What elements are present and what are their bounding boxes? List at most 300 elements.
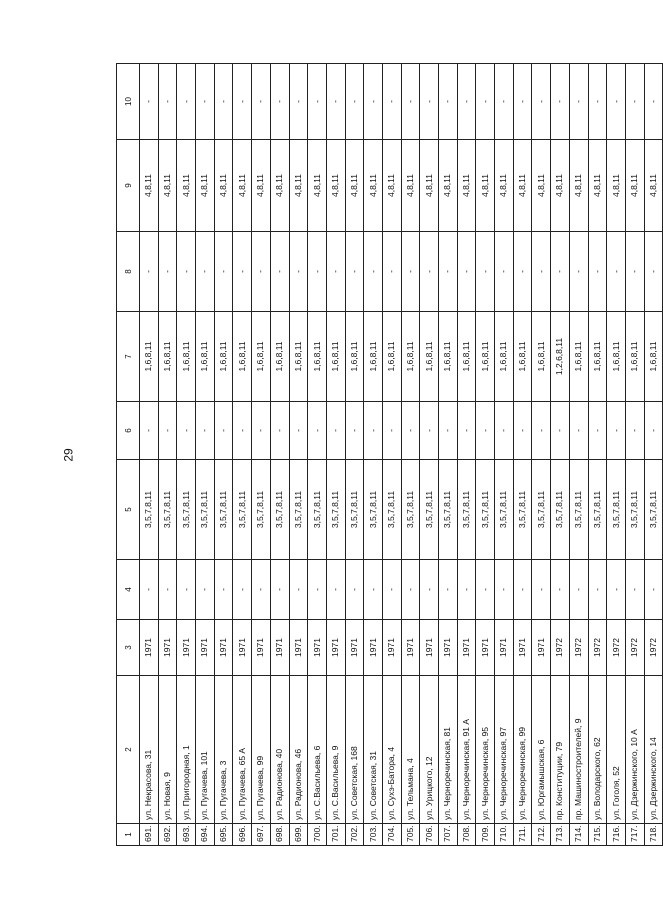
- cell-col-10: -: [158, 64, 177, 140]
- column-header-8: 8: [117, 232, 140, 312]
- table-row: [476, 64, 495, 846]
- cell-col-6: -: [457, 402, 476, 460]
- cell-col-5: 3,5,7,8,11: [382, 460, 401, 560]
- cell-address: ул. Тельмана, 4: [401, 676, 420, 824]
- cell-year: 1971: [345, 620, 364, 676]
- cell-col-5: 3,5,7,8,11: [158, 460, 177, 560]
- column-header-3: 3: [117, 620, 140, 676]
- cell-col-5: 3,5,7,8,11: [289, 460, 308, 560]
- cell-col-5: 3,5,7,8,11: [214, 460, 233, 560]
- cell-col-6: -: [289, 402, 308, 460]
- cell-col-8: -: [551, 232, 570, 312]
- cell-row-number: 702.: [345, 824, 364, 846]
- cell-col-9: 4,8,11: [177, 140, 196, 232]
- cell-row-number: 710.: [495, 824, 514, 846]
- cell-col-4: -: [532, 560, 551, 620]
- column-header-7: 7: [117, 312, 140, 402]
- table-row: [158, 64, 177, 846]
- cell-col-5: 3,5,7,8,11: [588, 460, 607, 560]
- cell-year: 1971: [513, 620, 532, 676]
- cell-year: 1971: [439, 620, 458, 676]
- cell-col-6: -: [495, 402, 514, 460]
- cell-address: ул. Пугачева, 101: [196, 676, 215, 824]
- cell-col-9: 4,8,11: [196, 140, 215, 232]
- cell-col-8: -: [420, 232, 439, 312]
- cell-address: ул. Володарского, 62: [588, 676, 607, 824]
- cell-row-number: 707.: [439, 824, 458, 846]
- column-header-10: 10: [117, 64, 140, 140]
- cell-year: 1971: [495, 620, 514, 676]
- cell-row-number: 706.: [420, 824, 439, 846]
- cell-col-7: 1,6,8,11: [196, 312, 215, 402]
- cell-year: 1971: [270, 620, 289, 676]
- cell-col-8: -: [495, 232, 514, 312]
- cell-col-5: 3,5,7,8,11: [644, 460, 663, 560]
- page-number: 29: [61, 448, 76, 462]
- cell-col-9: 4,8,11: [625, 140, 644, 232]
- cell-col-9: 4,8,11: [308, 140, 327, 232]
- cell-col-9: 4,8,11: [420, 140, 439, 232]
- table-row: [532, 64, 551, 846]
- cell-address: ул. Пугачева, 65 А: [233, 676, 252, 824]
- column-header-4: 4: [117, 560, 140, 620]
- cell-address: ул. Черноречинская, 91 А: [457, 676, 476, 824]
- cell-col-7: 1,6,8,11: [644, 312, 663, 402]
- cell-col-4: -: [252, 560, 271, 620]
- cell-col-8: -: [401, 232, 420, 312]
- cell-col-4: -: [326, 560, 345, 620]
- cell-col-4: -: [289, 560, 308, 620]
- cell-col-8: -: [345, 232, 364, 312]
- cell-col-9: 4,8,11: [495, 140, 514, 232]
- cell-col-5: 3,5,7,8,11: [326, 460, 345, 560]
- cell-year: 1971: [457, 620, 476, 676]
- table-row: [495, 64, 514, 846]
- cell-year: 1971: [364, 620, 383, 676]
- cell-col-10: -: [495, 64, 514, 140]
- cell-col-5: 3,5,7,8,11: [439, 460, 458, 560]
- cell-col-8: -: [214, 232, 233, 312]
- table-header-row: [117, 64, 140, 846]
- cell-address: ул. Черноречинская, 97: [495, 676, 514, 824]
- cell-col-4: -: [364, 560, 383, 620]
- cell-col-7: 1,6,8,11: [532, 312, 551, 402]
- cell-col-8: -: [158, 232, 177, 312]
- cell-address: ул. Гоголя, 52: [607, 676, 626, 824]
- cell-col-9: 4,8,11: [476, 140, 495, 232]
- cell-col-7: 1,6,8,11: [177, 312, 196, 402]
- cell-col-9: 4,8,11: [214, 140, 233, 232]
- cell-col-7: 1,6,8,11: [457, 312, 476, 402]
- cell-address: ул. Советская, 168: [345, 676, 364, 824]
- cell-address: ул. Сухэ-Батора, 4: [382, 676, 401, 824]
- cell-row-number: 716.: [607, 824, 626, 846]
- cell-col-10: -: [214, 64, 233, 140]
- cell-row-number: 697.: [252, 824, 271, 846]
- cell-col-8: -: [196, 232, 215, 312]
- table-row: [326, 64, 345, 846]
- column-header-9: 9: [117, 140, 140, 232]
- cell-col-5: 3,5,7,8,11: [607, 460, 626, 560]
- table-row: [457, 64, 476, 846]
- cell-col-10: -: [588, 64, 607, 140]
- cell-col-9: 4,8,11: [270, 140, 289, 232]
- cell-col-10: -: [270, 64, 289, 140]
- table-row: [607, 64, 626, 846]
- cell-col-6: -: [270, 402, 289, 460]
- cell-col-5: 3,5,7,8,11: [625, 460, 644, 560]
- cell-col-4: -: [196, 560, 215, 620]
- cell-col-5: 3,5,7,8,11: [177, 460, 196, 560]
- cell-col-9: 4,8,11: [382, 140, 401, 232]
- cell-col-10: -: [382, 64, 401, 140]
- cell-address: ул. Черноречинская, 99: [513, 676, 532, 824]
- cell-col-7: 1,6,8,11: [214, 312, 233, 402]
- cell-col-9: 4,8,11: [289, 140, 308, 232]
- cell-col-8: -: [513, 232, 532, 312]
- cell-col-8: -: [457, 232, 476, 312]
- cell-col-4: -: [177, 560, 196, 620]
- table-container: [116, 64, 658, 846]
- cell-row-number: 703.: [364, 824, 383, 846]
- cell-col-5: 3,5,7,8,11: [495, 460, 514, 560]
- cell-col-4: -: [495, 560, 514, 620]
- cell-col-8: -: [364, 232, 383, 312]
- cell-col-5: 3,5,7,8,11: [532, 460, 551, 560]
- cell-address: ул. Советская, 31: [364, 676, 383, 824]
- cell-row-number: 691.: [140, 824, 159, 846]
- cell-year: 1971: [532, 620, 551, 676]
- cell-col-7: 1,6,8,11: [420, 312, 439, 402]
- cell-col-7: 1,6,8,11: [495, 312, 514, 402]
- cell-col-4: -: [625, 560, 644, 620]
- cell-col-10: -: [308, 64, 327, 140]
- cell-col-9: 4,8,11: [140, 140, 159, 232]
- cell-address: ул. Урицкого, 12: [420, 676, 439, 824]
- cell-col-7: 1,6,8,11: [289, 312, 308, 402]
- cell-col-5: 3,5,7,8,11: [345, 460, 364, 560]
- cell-col-4: -: [308, 560, 327, 620]
- cell-col-7: 1,6,8,11: [439, 312, 458, 402]
- cell-year: 1972: [625, 620, 644, 676]
- cell-year: 1971: [308, 620, 327, 676]
- cell-col-4: -: [214, 560, 233, 620]
- cell-col-7: 1,6,8,11: [158, 312, 177, 402]
- cell-year: 1971: [252, 620, 271, 676]
- cell-year: 1971: [382, 620, 401, 676]
- table-row: [233, 64, 252, 846]
- cell-col-6: -: [140, 402, 159, 460]
- cell-address: ул. Пугачева, 3: [214, 676, 233, 824]
- cell-col-4: -: [569, 560, 588, 620]
- cell-year: 1971: [140, 620, 159, 676]
- cell-col-9: 4,8,11: [457, 140, 476, 232]
- cell-col-5: 3,5,7,8,11: [513, 460, 532, 560]
- cell-col-5: 3,5,7,8,11: [476, 460, 495, 560]
- cell-col-6: -: [513, 402, 532, 460]
- cell-col-8: -: [476, 232, 495, 312]
- cell-col-8: -: [308, 232, 327, 312]
- table-row: [177, 64, 196, 846]
- cell-col-7: 1,6,8,11: [382, 312, 401, 402]
- cell-col-8: -: [625, 232, 644, 312]
- cell-row-number: 711.: [513, 824, 532, 846]
- cell-address: пр. Машиностроителей, 9: [569, 676, 588, 824]
- cell-row-number: 708.: [457, 824, 476, 846]
- cell-year: 1971: [196, 620, 215, 676]
- cell-col-5: 3,5,7,8,11: [457, 460, 476, 560]
- cell-year: 1971: [214, 620, 233, 676]
- cell-col-8: -: [140, 232, 159, 312]
- cell-address: ул. Дзержинского, 14: [644, 676, 663, 824]
- cell-row-number: 699.: [289, 824, 308, 846]
- cell-col-6: -: [439, 402, 458, 460]
- cell-col-6: -: [644, 402, 663, 460]
- cell-col-10: -: [457, 64, 476, 140]
- cell-col-6: -: [588, 402, 607, 460]
- cell-col-8: -: [607, 232, 626, 312]
- table-row: [569, 64, 588, 846]
- cell-year: 1972: [588, 620, 607, 676]
- cell-year: 1971: [177, 620, 196, 676]
- cell-col-10: -: [607, 64, 626, 140]
- cell-col-6: -: [532, 402, 551, 460]
- cell-col-5: 3,5,7,8,11: [569, 460, 588, 560]
- cell-col-10: -: [625, 64, 644, 140]
- cell-year: 1972: [569, 620, 588, 676]
- housing-table: [116, 63, 663, 846]
- cell-row-number: 694.: [196, 824, 215, 846]
- cell-address: ул. С.Васильева, 6: [308, 676, 327, 824]
- cell-col-6: -: [214, 402, 233, 460]
- cell-col-6: -: [196, 402, 215, 460]
- cell-col-8: -: [252, 232, 271, 312]
- table-row: [270, 64, 289, 846]
- column-header-5: 5: [117, 460, 140, 560]
- cell-col-8: -: [644, 232, 663, 312]
- cell-year: 1971: [158, 620, 177, 676]
- cell-col-10: -: [476, 64, 495, 140]
- cell-col-5: 3,5,7,8,11: [233, 460, 252, 560]
- cell-row-number: 715.: [588, 824, 607, 846]
- cell-col-9: 4,8,11: [644, 140, 663, 232]
- table-row: [140, 64, 159, 846]
- cell-col-9: 4,8,11: [532, 140, 551, 232]
- cell-address: ул. Юргамышская, 6: [532, 676, 551, 824]
- cell-col-4: -: [513, 560, 532, 620]
- cell-col-4: -: [233, 560, 252, 620]
- cell-col-5: 3,5,7,8,11: [252, 460, 271, 560]
- cell-col-7: 1,6,8,11: [607, 312, 626, 402]
- cell-row-number: 700.: [308, 824, 327, 846]
- cell-col-6: -: [252, 402, 271, 460]
- cell-col-6: -: [364, 402, 383, 460]
- cell-col-7: 1,6,8,11: [401, 312, 420, 402]
- cell-address: ул. Радионова, 40: [270, 676, 289, 824]
- cell-col-8: -: [382, 232, 401, 312]
- cell-col-4: -: [382, 560, 401, 620]
- cell-col-4: -: [476, 560, 495, 620]
- cell-year: 1972: [551, 620, 570, 676]
- cell-col-9: 4,8,11: [513, 140, 532, 232]
- cell-row-number: 705.: [401, 824, 420, 846]
- cell-col-10: -: [345, 64, 364, 140]
- cell-address: пр. Конституции, 79: [551, 676, 570, 824]
- cell-year: 1971: [326, 620, 345, 676]
- cell-row-number: 709.: [476, 824, 495, 846]
- cell-col-4: -: [644, 560, 663, 620]
- cell-col-10: -: [140, 64, 159, 140]
- cell-col-4: -: [420, 560, 439, 620]
- table-row: [588, 64, 607, 846]
- cell-col-9: 4,8,11: [569, 140, 588, 232]
- cell-year: 1971: [476, 620, 495, 676]
- cell-col-6: -: [308, 402, 327, 460]
- cell-row-number: 693.: [177, 824, 196, 846]
- cell-col-7: 1,6,8,11: [345, 312, 364, 402]
- cell-col-8: -: [439, 232, 458, 312]
- cell-col-9: 4,8,11: [588, 140, 607, 232]
- cell-col-6: -: [326, 402, 345, 460]
- cell-address: ул. Пригородная, 1: [177, 676, 196, 824]
- cell-col-10: -: [289, 64, 308, 140]
- cell-col-6: -: [382, 402, 401, 460]
- cell-col-9: 4,8,11: [551, 140, 570, 232]
- cell-address: ул. Черноречинская, 81: [439, 676, 458, 824]
- table-row: [551, 64, 570, 846]
- table-row: [644, 64, 663, 846]
- cell-col-5: 3,5,7,8,11: [270, 460, 289, 560]
- column-header-1: 1: [117, 824, 140, 846]
- cell-col-10: -: [551, 64, 570, 140]
- cell-col-10: -: [420, 64, 439, 140]
- cell-col-5: 3,5,7,8,11: [196, 460, 215, 560]
- cell-col-6: -: [401, 402, 420, 460]
- cell-col-4: -: [270, 560, 289, 620]
- cell-col-9: 4,8,11: [439, 140, 458, 232]
- table-row: [252, 64, 271, 846]
- cell-row-number: 717.: [625, 824, 644, 846]
- cell-col-6: -: [551, 402, 570, 460]
- cell-address: ул. Пугачева, 99: [252, 676, 271, 824]
- cell-col-8: -: [289, 232, 308, 312]
- cell-col-6: -: [177, 402, 196, 460]
- cell-row-number: 704.: [382, 824, 401, 846]
- cell-col-9: 4,8,11: [252, 140, 271, 232]
- table-row: [196, 64, 215, 846]
- cell-col-7: 1,2,6,8,11: [551, 312, 570, 402]
- cell-col-7: 1,6,8,11: [476, 312, 495, 402]
- cell-col-7: 1,6,8,11: [233, 312, 252, 402]
- cell-col-7: 1,6,8,11: [140, 312, 159, 402]
- cell-col-5: 3,5,7,8,11: [401, 460, 420, 560]
- cell-col-9: 4,8,11: [401, 140, 420, 232]
- table-row: [214, 64, 233, 846]
- cell-col-10: -: [252, 64, 271, 140]
- cell-address: ул. С.Васильева, 9: [326, 676, 345, 824]
- cell-row-number: 698.: [270, 824, 289, 846]
- cell-col-6: -: [607, 402, 626, 460]
- cell-col-10: -: [326, 64, 345, 140]
- cell-col-7: 1,6,8,11: [364, 312, 383, 402]
- table-row: [401, 64, 420, 846]
- cell-col-6: -: [420, 402, 439, 460]
- cell-col-8: -: [233, 232, 252, 312]
- cell-col-10: -: [532, 64, 551, 140]
- table-row: [513, 64, 532, 846]
- cell-col-7: 1,6,8,11: [513, 312, 532, 402]
- cell-col-4: -: [588, 560, 607, 620]
- cell-col-7: 1,6,8,11: [588, 312, 607, 402]
- column-header-6: 6: [117, 402, 140, 460]
- cell-col-4: -: [551, 560, 570, 620]
- cell-year: 1971: [401, 620, 420, 676]
- cell-col-4: -: [345, 560, 364, 620]
- cell-row-number: 701.: [326, 824, 345, 846]
- cell-col-7: 1,6,8,11: [569, 312, 588, 402]
- cell-address: ул. Некрасова, 31: [140, 676, 159, 824]
- cell-year: 1972: [607, 620, 626, 676]
- table-row: [439, 64, 458, 846]
- table-body: [140, 64, 663, 846]
- cell-col-6: -: [476, 402, 495, 460]
- cell-col-8: -: [588, 232, 607, 312]
- cell-row-number: 695.: [214, 824, 233, 846]
- cell-col-8: -: [326, 232, 345, 312]
- cell-row-number: 696.: [233, 824, 252, 846]
- cell-col-9: 4,8,11: [364, 140, 383, 232]
- cell-col-7: 1,6,8,11: [308, 312, 327, 402]
- table-row: [308, 64, 327, 846]
- table-row: [420, 64, 439, 846]
- cell-row-number: 713.: [551, 824, 570, 846]
- cell-row-number: 692.: [158, 824, 177, 846]
- cell-col-10: -: [196, 64, 215, 140]
- cell-col-4: -: [457, 560, 476, 620]
- cell-year: 1971: [233, 620, 252, 676]
- cell-col-7: 1,6,8,11: [326, 312, 345, 402]
- table-row: [345, 64, 364, 846]
- cell-col-6: -: [569, 402, 588, 460]
- cell-col-10: -: [644, 64, 663, 140]
- cell-col-10: -: [401, 64, 420, 140]
- column-header-2: 2: [117, 676, 140, 824]
- cell-col-10: -: [364, 64, 383, 140]
- cell-col-9: 4,8,11: [233, 140, 252, 232]
- cell-col-5: 3,5,7,8,11: [308, 460, 327, 560]
- cell-col-7: 1,6,8,11: [625, 312, 644, 402]
- table-row: [289, 64, 308, 846]
- cell-col-5: 3,5,7,8,11: [140, 460, 159, 560]
- cell-col-9: 4,8,11: [158, 140, 177, 232]
- cell-col-6: -: [233, 402, 252, 460]
- cell-col-10: -: [177, 64, 196, 140]
- cell-col-9: 4,8,11: [607, 140, 626, 232]
- table-row: [364, 64, 383, 846]
- cell-col-9: 4,8,11: [345, 140, 364, 232]
- cell-row-number: 714.: [569, 824, 588, 846]
- cell-col-6: -: [345, 402, 364, 460]
- cell-col-4: -: [140, 560, 159, 620]
- cell-address: ул. Новая, 9: [158, 676, 177, 824]
- cell-address: ул. Дзержинского, 10 А: [625, 676, 644, 824]
- cell-col-5: 3,5,7,8,11: [420, 460, 439, 560]
- table-row: [625, 64, 644, 846]
- cell-year: 1971: [420, 620, 439, 676]
- cell-col-4: -: [607, 560, 626, 620]
- cell-row-number: 712.: [532, 824, 551, 846]
- cell-col-4: -: [158, 560, 177, 620]
